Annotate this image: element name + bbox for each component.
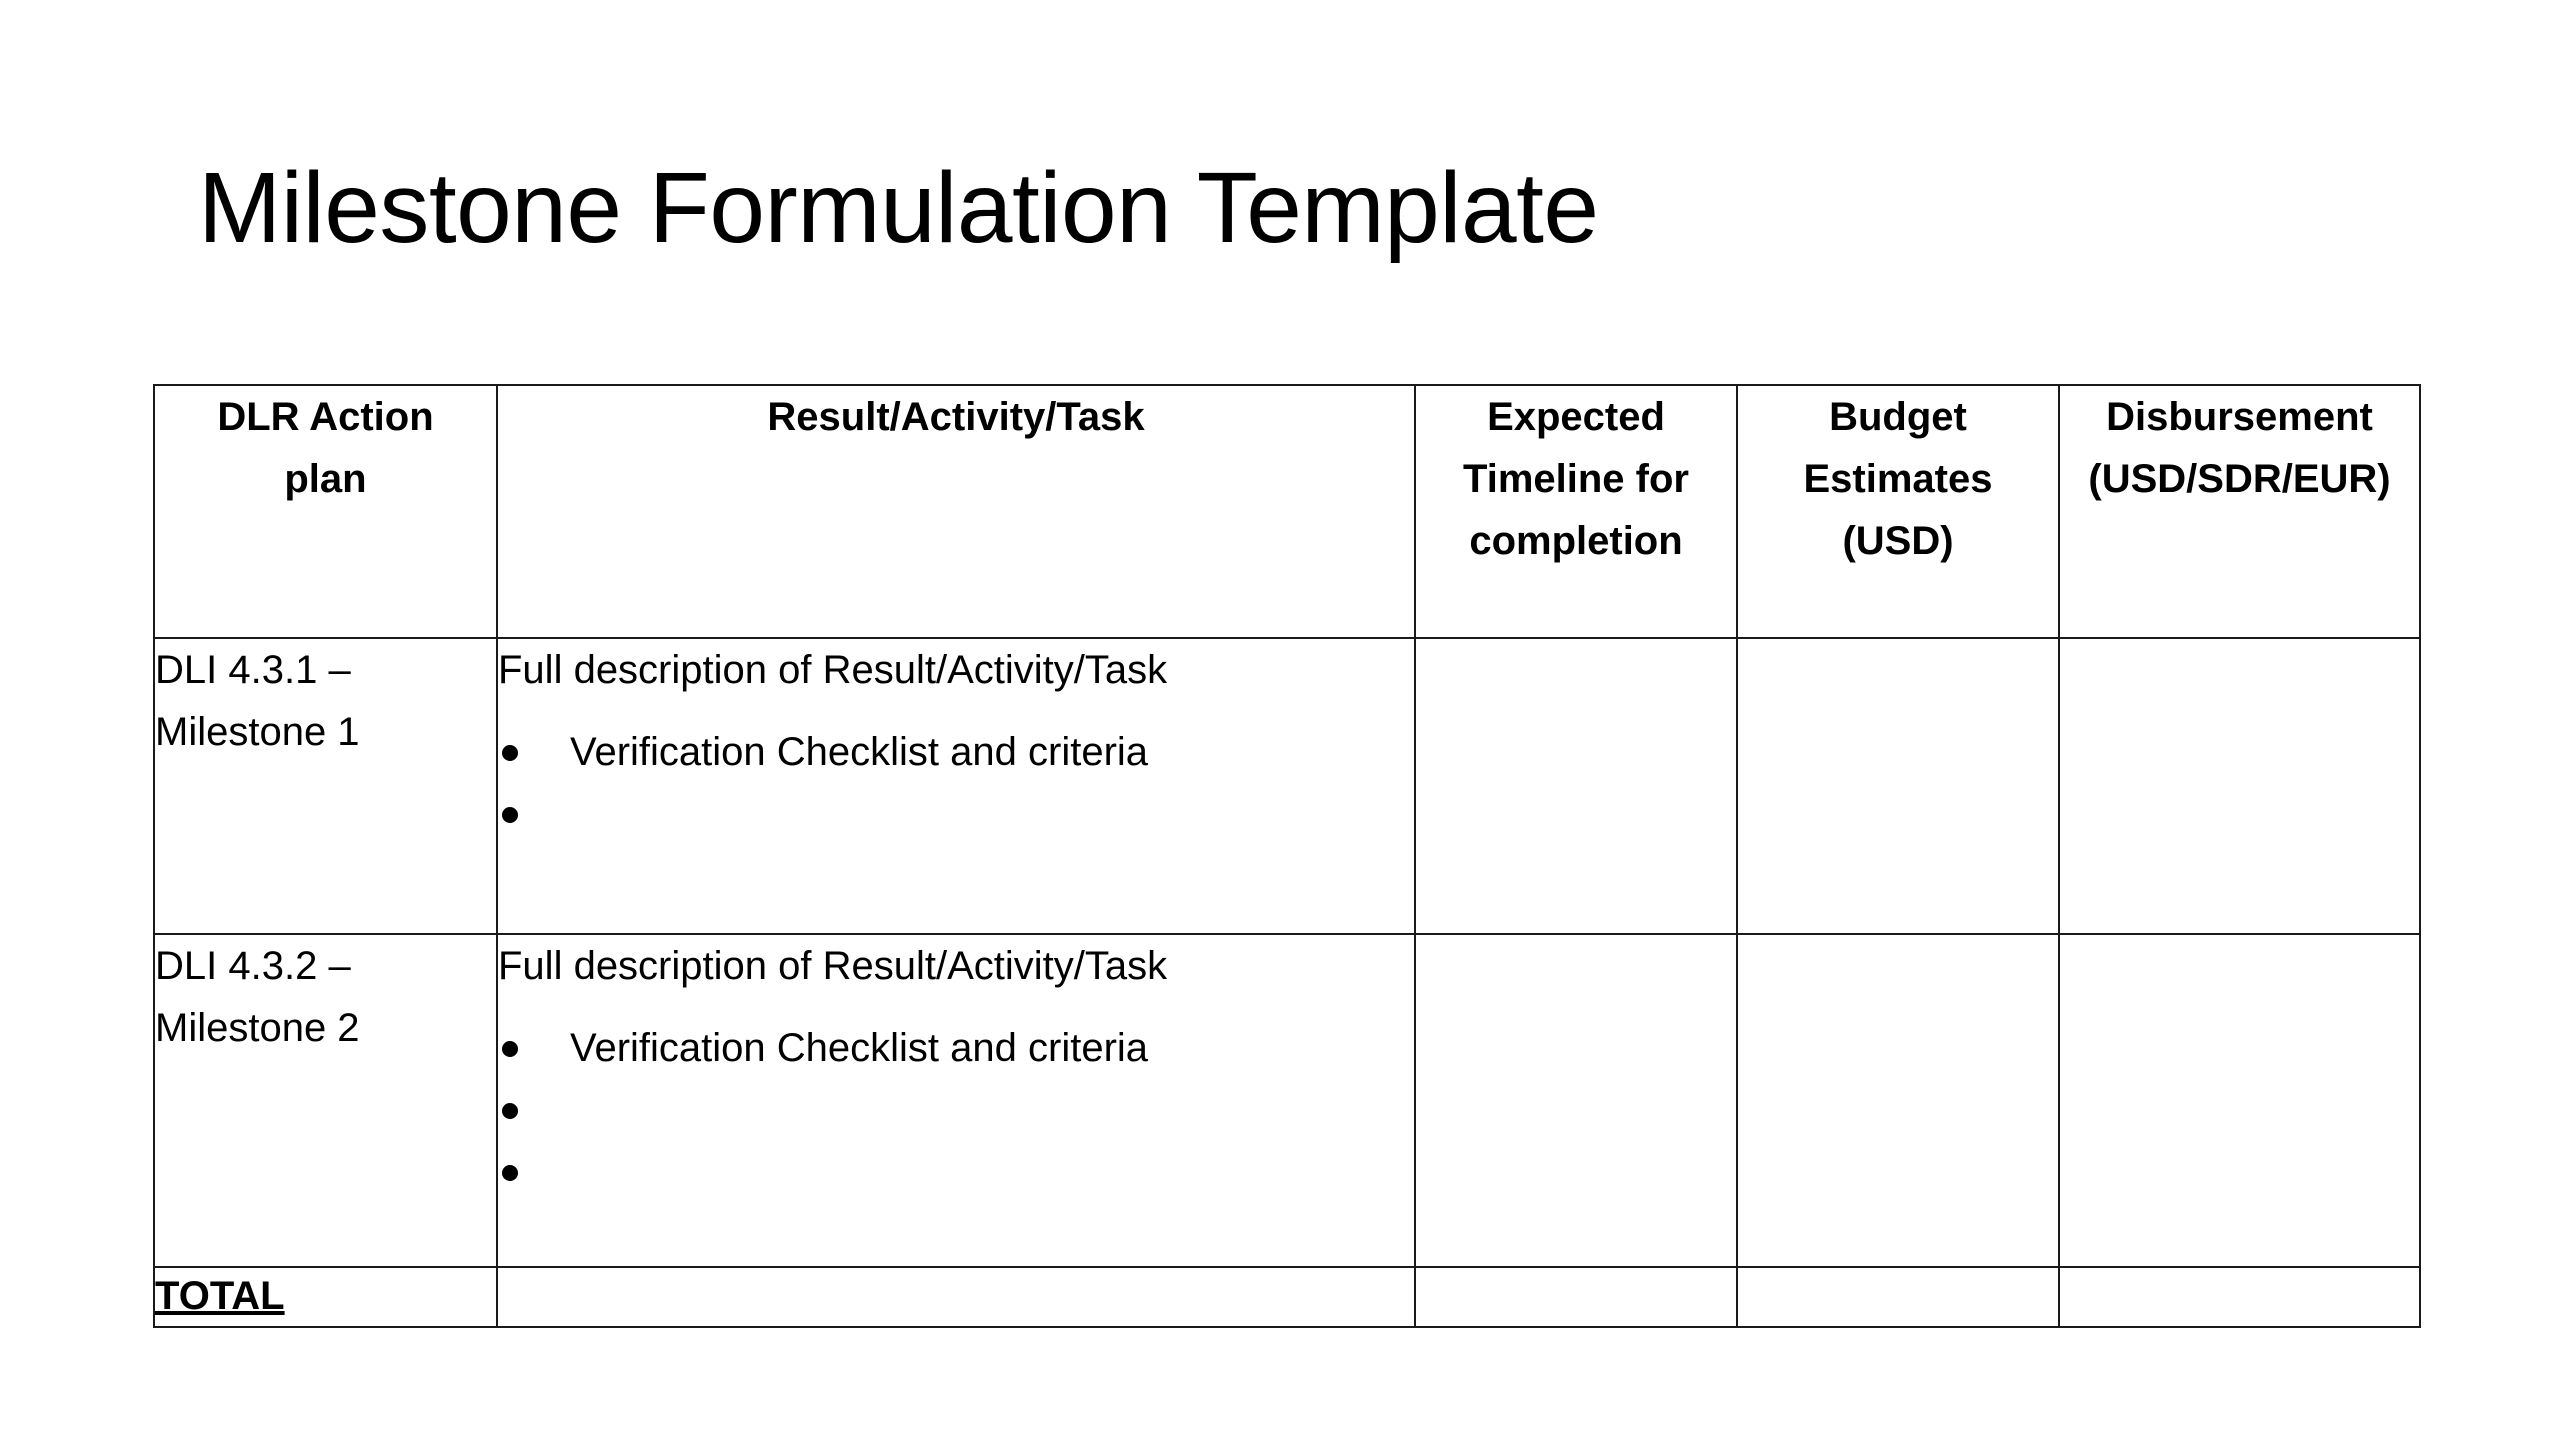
list-item xyxy=(498,783,1414,845)
bullet-icon xyxy=(502,1103,518,1119)
bullet-icon xyxy=(502,1165,518,1181)
total-disbursement-cell[interactable] xyxy=(2059,1267,2420,1327)
budget-cell[interactable] xyxy=(1737,638,2059,934)
total-budget-cell[interactable] xyxy=(1737,1267,2059,1327)
budget-cell[interactable] xyxy=(1737,934,2059,1267)
table-row-milestone-1 xyxy=(154,638,2420,934)
bullet-icon xyxy=(502,807,518,823)
slide-title: Milestone Formulation Template xyxy=(198,152,1599,264)
dli-cell[interactable]: DLI 4.3.1 – Milestone 1 xyxy=(154,638,497,934)
timeline-cell[interactable] xyxy=(1415,934,1737,1267)
table-row-milestone-2 xyxy=(154,934,2420,1267)
total-label: TOTAL xyxy=(154,1267,497,1327)
header-row xyxy=(154,385,2420,638)
header-expected-timeline: Expected Timeline for completion xyxy=(1415,385,1737,638)
list-item xyxy=(498,1141,1414,1203)
header-dlr-action-plan: DLR Action plan xyxy=(154,385,497,638)
dli-cell[interactable]: DLI 4.3.2 – Milestone 2 xyxy=(154,934,497,1267)
table-row-total xyxy=(154,1267,2420,1327)
verification-list xyxy=(498,721,1414,845)
total-description-cell[interactable] xyxy=(497,1267,1415,1327)
bullet-icon xyxy=(502,745,518,761)
header-budget-estimates: Budget Estimates (USD) xyxy=(1737,385,2059,638)
list-item xyxy=(498,1079,1414,1141)
header-disbursement: Disbursement (USD/SDR/EUR) xyxy=(2059,385,2420,638)
description-text: Full description of Result/Activity/Task xyxy=(498,648,1168,692)
bullet-icon xyxy=(502,1041,518,1057)
verification-list xyxy=(498,1017,1414,1203)
description-cell[interactable] xyxy=(497,638,1415,934)
total-timeline-cell[interactable] xyxy=(1415,1267,1737,1327)
description-cell[interactable] xyxy=(497,934,1415,1267)
timeline-cell[interactable] xyxy=(1415,638,1737,934)
list-item: Verification Checklist and criteria xyxy=(498,1017,1414,1079)
milestone-table xyxy=(153,384,2421,1328)
header-result-activity-task: Result/Activity/Task xyxy=(497,385,1415,638)
disbursement-cell[interactable] xyxy=(2059,934,2420,1267)
disbursement-cell[interactable] xyxy=(2059,638,2420,934)
list-item: Verification Checklist and criteria xyxy=(498,721,1414,783)
description-text: Full description of Result/Activity/Task xyxy=(498,944,1168,988)
